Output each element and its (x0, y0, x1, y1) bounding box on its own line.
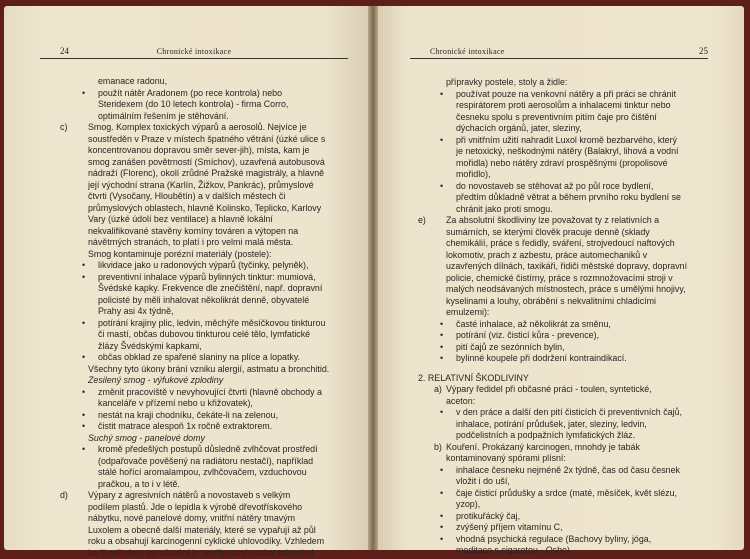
text-line (60, 479, 358, 491)
right-page (378, 6, 744, 550)
line-text: uzavřených dílnách, taxikáři, řidiči městské dopravy, dopravní (446, 261, 687, 271)
text-line (60, 467, 358, 479)
line-text: předtím důkladně větrat a během prvního roku bydlení se (456, 192, 681, 202)
text-line (60, 260, 358, 272)
text-line (418, 215, 714, 227)
book-gutter (368, 6, 378, 550)
text-line (60, 375, 358, 387)
text-line (418, 77, 714, 89)
line-text: do novostaveb se stěhovat až po půl roce bydlení, (456, 181, 653, 191)
text-line (60, 122, 358, 134)
text-line (60, 502, 358, 514)
line-text: podílem plastů. Jde o lepidla k výrobě dřevotřískového (88, 502, 302, 512)
line-text: Zesilený smog - výfukové zplodiny (88, 375, 223, 385)
line-text: vložit i do uší, (456, 476, 510, 486)
text-line (418, 545, 714, 557)
text-line (418, 135, 714, 147)
text-line (60, 214, 358, 226)
text-line (418, 261, 714, 273)
text-line (418, 511, 714, 523)
line-text: dýchacích orgánů, jater, sleziny, (456, 123, 582, 133)
text-line (418, 319, 714, 331)
line-text: Smog kontaminuje porézní materiály (postele): (88, 249, 272, 259)
line-text: chemikálií, práce s ředidly, sváření, strojvedoucí naftových (446, 238, 675, 248)
text-line (418, 365, 714, 373)
text-line (60, 249, 358, 261)
text-line (418, 442, 714, 454)
line-text: její východní strana (Karlín, Žižkov, Pankrác), průmyslové (88, 180, 314, 190)
page-number: 24 (60, 46, 69, 56)
text-line (418, 296, 714, 308)
line-text: nekvalifikované stavěny komíny továren a výtopen na (88, 226, 298, 236)
line-text: čaje čisticí průdušky a srdce (maté, měsíček, květ slézu, (456, 488, 677, 498)
line-text: sumárních, se kterými člověk pracuje denně (sklady (446, 227, 650, 237)
text-line (60, 525, 358, 537)
line-text: lokomotiv, prach z azbestu, práce automechaniků v (446, 250, 647, 260)
line-text: soustředěn v Praze v místech špatného větrání (úzké ulice s (88, 134, 325, 144)
line-text: podčelistních a podpažních lymfatických žláz. (456, 430, 635, 440)
text-line (60, 513, 358, 525)
line-text: stálé hořící aromalampou, zvlhčovačem, vzduchovou (98, 467, 307, 477)
text-line (60, 226, 358, 238)
line-text: použít nátěr Aradonem (po rece kontrola) nebo (98, 88, 282, 98)
text-line (60, 88, 358, 100)
text-line (60, 99, 358, 111)
text-line (60, 548, 358, 559)
text-line (418, 146, 714, 158)
text-line (418, 181, 714, 193)
text-line (418, 250, 714, 262)
line-text: mořidlo), (456, 169, 491, 179)
line-text: potírání krajiny plic, ledvin, měchýře měsíčkovou tinkturou (98, 318, 325, 328)
text-line (60, 433, 358, 445)
line-text: používat pouze na venkovní nátěry a při práci se chránit (456, 89, 676, 99)
text-line (418, 499, 714, 511)
line-text: je netoxický, neškodnými nátěry (Balakryl, lihová a vodní (456, 146, 678, 156)
line-text: nestát na kraji chodníku, čekáte-li na zelenou, (98, 410, 278, 420)
text-line (60, 398, 358, 410)
text-line (418, 100, 714, 112)
text-line (60, 341, 358, 353)
text-line (60, 145, 358, 157)
list-label: b) (434, 442, 442, 454)
text-line (60, 76, 358, 88)
line-text: pračkou, a to i v létě. (98, 479, 180, 489)
line-text: při vnitřním užití nahradit Luxol kromě bezbarvého, který (456, 135, 677, 145)
line-text: vhodná psychická regulace (Bachovy byliny, jóga, (456, 534, 651, 544)
text-line (60, 318, 358, 330)
line-text: respirátorem proti aerosolům a inhalacemi tinktur nebo (456, 100, 671, 110)
line-text: kromě předešlých postupů důsledně zvlhčovat prostředí (98, 444, 318, 454)
text-line (418, 488, 714, 500)
list-label: d) (60, 490, 68, 502)
text-line (418, 430, 714, 442)
text-line (418, 522, 714, 534)
line-text: návětrných stranách, to platí i pro velmi malá města. (88, 237, 293, 247)
text-line (418, 534, 714, 546)
text-line (60, 191, 358, 203)
left-page (4, 6, 368, 550)
text-line (418, 465, 714, 477)
line-text: Švédské kapky. Frekvence dle znečištění, např. dopravní (98, 283, 322, 293)
page-number: 25 (699, 46, 708, 56)
text-line (60, 490, 358, 502)
text-line (60, 134, 358, 146)
text-line (60, 364, 358, 376)
line-text: průmyslových oblastech, hlavně Kolinsko, Teplicko, Karlovy (88, 203, 321, 213)
line-text: mořidla) nebo nátěry zdraví prospěšnými (propolisové (456, 158, 668, 168)
text-line (60, 536, 358, 548)
line-text: chránit jako proti smogu. (456, 204, 553, 214)
text-line (418, 284, 714, 296)
running-title: Chronické intoxikace (430, 47, 505, 56)
line-text: (odpařovače pověšený na radiátoru nestačí), například (98, 456, 313, 466)
right-page-text (418, 77, 714, 557)
line-text: Kouření. Prokázaný karcinogen, mnohdy je tabák (446, 442, 640, 452)
line-text: meditace s cigaretou - Osho). (456, 545, 572, 555)
line-text: protikuřácký čaj, (456, 511, 520, 521)
line-text: Suchý smog - panelové domy (88, 433, 205, 443)
text-line (60, 111, 358, 123)
text-line (418, 353, 714, 365)
text-line (60, 387, 358, 399)
text-line (418, 419, 714, 431)
text-line (60, 295, 358, 307)
text-line (60, 157, 358, 169)
text-line (60, 352, 358, 364)
text-line (418, 204, 714, 216)
text-line (418, 112, 714, 124)
text-line (418, 192, 714, 204)
text-line (418, 330, 714, 342)
line-text: preventivní inhalace výparů bylinných tinktur: mumiová, (98, 272, 316, 282)
line-text: kyselinami a louhy, obrábění s nekvalitními chladicími (446, 296, 656, 306)
text-line (418, 123, 714, 135)
text-line (418, 307, 714, 319)
line-text: Všechny tyto úkony brání vzniku alergií, astmatu a bronchitid. (88, 364, 329, 374)
text-line (418, 396, 714, 408)
text-line (418, 384, 714, 396)
line-text: přípravky postele, stoly a židle: (446, 77, 567, 87)
line-text: Luxolem a obecně další materiály, které se vypařují až půl (88, 525, 316, 535)
line-text: občas obklad ze spařené slaniny na plíce a lopatky. (98, 352, 300, 362)
line-text: policisté by měli inhalovat několikrát denně, obyvatelé (98, 295, 309, 305)
line-text: pití čajů ze sezónních bylin, (456, 342, 565, 352)
line-text: Výpary ředidel při občasné práci - toulen, syntetické, (446, 384, 652, 394)
line-text: emulzemi): (446, 307, 489, 317)
line-text: emanace radonu, (98, 76, 167, 86)
text-line (418, 407, 714, 419)
text-line (418, 453, 714, 465)
left-page-header (40, 42, 348, 59)
text-line (418, 238, 714, 250)
line-text: Steridexem (do 10 letech kontrola) - firma Corro, (98, 99, 288, 109)
text-line (60, 329, 358, 341)
text-line (60, 272, 358, 284)
text-line (418, 373, 714, 385)
line-text: 2. RELATIVNÍ ŠKODLIVINY (418, 373, 529, 383)
text-line (418, 476, 714, 488)
line-text: inhalace česneku nejméně 2x týdně, čas od času česnek (456, 465, 680, 475)
line-text: Prahy asi 4x týdně, (98, 306, 173, 316)
line-text: kontaminovaný spórami plísní: (446, 453, 566, 463)
text-line (60, 237, 358, 249)
list-label: c) (60, 122, 67, 134)
line-text: likvidace jako u radonových výparů (tyčinky, pelyněk), (98, 260, 308, 270)
text-line (418, 89, 714, 101)
line-text: koncentrovanou dopravou směr sever-jih), místa, kam je (88, 145, 309, 155)
text-line (418, 158, 714, 170)
line-text: policie, chemické čistírny, práce s rozmnožovacími stroji v (446, 273, 673, 283)
line-text: bylinné koupele při dodržení kontraindikací. (456, 353, 627, 363)
text-line (60, 306, 358, 318)
text-line (60, 421, 358, 433)
line-text: v den práce a další den pití čisticích či preventivních čajů, (456, 407, 682, 417)
line-text: žlázy Švédskými kapkami, (98, 341, 202, 351)
list-label: a) (434, 384, 442, 396)
line-text: zvýšený příjem vitamínu C, (456, 522, 563, 532)
text-line (60, 180, 358, 192)
line-text: smog zanášen povětrností (Smíchov), uzavřená autobusová (88, 157, 325, 167)
line-text: čtvrti (Vysočany, Hloubětín) a v dalších městech či (88, 191, 285, 201)
list-label: e) (418, 215, 426, 227)
line-text: nádraží (Florenc), okolí zrůdné Pražské magistrály, a hlavně (88, 168, 324, 178)
line-text: Za absolutní škodliviny lze považovat ty z relativních a (446, 215, 659, 225)
text-line (418, 273, 714, 285)
line-text: česneku spolu s preventivním pitím čaje pro čištění (456, 112, 657, 122)
line-text: inhalace, potírání průdušek, jater, sleziny, ledvin, (456, 419, 647, 429)
text-line (60, 168, 358, 180)
line-text: nábytku, nové panelové domy, vnitřní nátěry tmavým (88, 513, 295, 523)
text-line (60, 283, 358, 295)
text-line (418, 169, 714, 181)
line-text: optimálním řešením je stěhování. (98, 111, 229, 121)
line-text: Vary (úzké údolí bez ventilace) a hlavně lokální (88, 214, 273, 224)
line-text: roku a obsahují karcinogenní cyklické uhlovodíky. Vzhledem (88, 536, 324, 546)
text-line (60, 203, 358, 215)
line-text: změnit pracoviště v nevyhovující čtvrti (hlavně obchody a (98, 387, 322, 397)
text-line (418, 342, 714, 354)
line-text: čistit matrace alespoň 1x ročně extraktorem. (98, 421, 272, 431)
line-text: Výpary z agresivních nátěrů a novostaveb s velkým (88, 490, 290, 500)
line-text: kanceláře v přízemí nebo u křižovatek), (98, 398, 253, 408)
line-text: yzop), (456, 499, 480, 509)
line-text: či mastí, občas dubovou tinkturou celé tělo, lymfatické (98, 329, 310, 339)
line-text: časté inhalace, až několikrát za směnu, (456, 319, 611, 329)
text-line (60, 410, 358, 422)
line-text: potírání (viz. čisticí kůra - prevence), (456, 330, 599, 340)
text-line (60, 456, 358, 468)
left-page-text (60, 76, 358, 559)
right-page-header (410, 42, 708, 59)
text-line (60, 444, 358, 456)
line-text: aceton: (446, 396, 475, 406)
text-line (418, 227, 714, 239)
running-title: Chronické intoxikace (40, 47, 348, 56)
line-text: malých neodsávaných místnostech, práce s umělými hnojivy, (446, 284, 686, 294)
line-text: ke škodlivému vyzařování je nepřípustné natírat takovými (88, 548, 313, 558)
line-text: Smog. Komplex toxických výparů a aerosolů. Nejvíce je (88, 122, 307, 132)
